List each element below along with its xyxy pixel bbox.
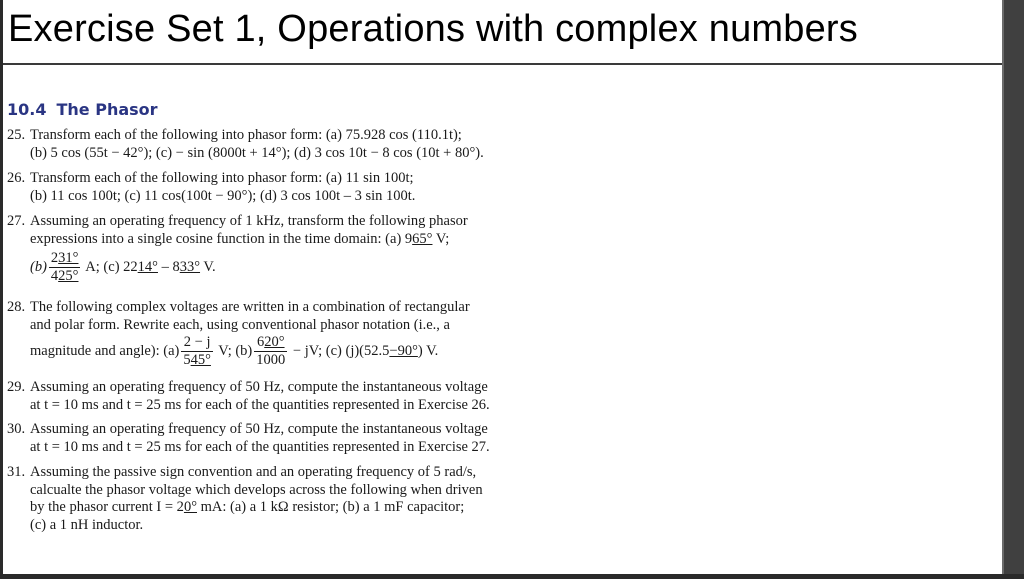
numerator: 2 xyxy=(50,250,59,267)
exercise-text: (b) 5 cos (55t − 42°); (c) − sin (8000t + 14°); (d) 3 cos 10t − 8 cos (10t + 80°). xyxy=(30,144,484,161)
exercise-number: 31. xyxy=(7,464,26,480)
exercise-text: Assuming an operating frequency of 50 Hz, compute the instantaneous voltage xyxy=(30,421,488,437)
exercise-text: A; (c) 22 xyxy=(82,259,138,276)
exercise-number: 27. xyxy=(7,213,26,229)
denominator-angle: 25° xyxy=(58,268,79,285)
right-scroll-edge xyxy=(1002,0,1024,579)
exercise-text: V; xyxy=(432,230,450,247)
phasor-angle: −90° xyxy=(389,343,418,360)
numerator: 6 xyxy=(256,334,265,351)
exercise-text: V. xyxy=(200,259,216,276)
exercise-text: at t = 10 ms and t = 25 ms for each of the quantities represented in Exercise 27. xyxy=(30,438,490,455)
exercise-text: Assuming an operating frequency of 50 Hz, compute the instantaneous voltage xyxy=(30,379,488,395)
denominator-angle: 45° xyxy=(190,352,211,369)
exercise-28 xyxy=(7,299,470,368)
fraction xyxy=(254,335,287,368)
exercise-number: 30. xyxy=(7,421,26,437)
exercise-text: at t = 10 ms and t = 25 ms for each of the quantities represented in Exercise 26. xyxy=(30,396,490,413)
exercise-text: Transform each of the following into phasor form: (a) 75.928 cos (110.1t); xyxy=(30,127,462,143)
left-border xyxy=(0,0,3,579)
exercise-text: Assuming the passive sign convention and an operating frequency of 5 rad/s, xyxy=(30,464,477,480)
exercise-29 xyxy=(7,379,490,414)
exercise-31 xyxy=(7,464,483,534)
fraction xyxy=(49,251,81,284)
exercise-text: ) V. xyxy=(417,343,439,360)
numerator-angle: 31° xyxy=(58,250,79,267)
exercise-text: magnitude and angle): (a) xyxy=(30,343,180,360)
exercise-text: mA: (a) a 1 kΩ resistor; (b) a 1 mF capacitor; xyxy=(197,499,465,516)
exercise-text: − jV; (c) (j)(52.5 xyxy=(289,343,390,360)
denominator: 4 xyxy=(50,268,59,285)
exercise-text: calcualte the phasor voltage which develops across the following when driven xyxy=(30,481,483,498)
title-divider xyxy=(3,63,1002,65)
phasor-angle: 0° xyxy=(183,499,197,516)
exercise-number: 26. xyxy=(7,170,26,186)
part-label: (b) xyxy=(30,259,47,276)
exercise-25 xyxy=(7,127,484,162)
section-name: The Phasor xyxy=(56,100,158,119)
exercise-text: V; (b) xyxy=(214,343,253,360)
exercise-text: expressions into a single cosine function in the time domain: (a) 9 xyxy=(30,230,413,247)
section-number: 10.4 xyxy=(7,100,47,119)
exercise-26 xyxy=(7,170,415,205)
exercise-text: – 8 xyxy=(157,259,180,276)
exercise-text: Assuming an operating frequency of 1 kHz, transform the following phasor xyxy=(30,213,468,229)
exercise-number: 28. xyxy=(7,299,26,315)
exercise-number: 25. xyxy=(7,127,26,143)
fraction xyxy=(181,335,213,368)
exercise-27 xyxy=(7,213,468,284)
denominator: 5 xyxy=(183,352,191,369)
phasor-angle: 14° xyxy=(137,259,158,276)
exercise-text: Transform each of the following into phasor form: (a) 11 sin 100t; xyxy=(30,170,414,186)
phasor-angle: 65° xyxy=(412,230,433,247)
section-heading xyxy=(7,100,158,119)
numerator: 2 − j xyxy=(181,335,213,352)
denominator: 1000 xyxy=(256,352,286,369)
exercise-text: (c) a 1 nH inductor. xyxy=(30,516,144,533)
exercise-30 xyxy=(7,421,490,456)
page-title: Exercise Set 1, Operations with complex numbers xyxy=(8,8,858,50)
exercise-text: The following complex voltages are written in a combination of rectangular xyxy=(30,299,470,315)
numerator-angle: 20° xyxy=(264,334,285,351)
exercise-number: 29. xyxy=(7,379,26,395)
bottom-border xyxy=(0,574,1024,579)
phasor-angle: 33° xyxy=(179,259,201,276)
exercise-text: and polar form. Rewrite each, using conventional phasor notation (i.e., a xyxy=(30,316,450,333)
exercise-text: (b) 11 cos 100t; (c) 11 cos(100t − 90°); (d) 3 cos 100t – 3 sin 100t. xyxy=(30,187,416,204)
exercise-text: by the phasor current I = 2 xyxy=(30,499,184,516)
